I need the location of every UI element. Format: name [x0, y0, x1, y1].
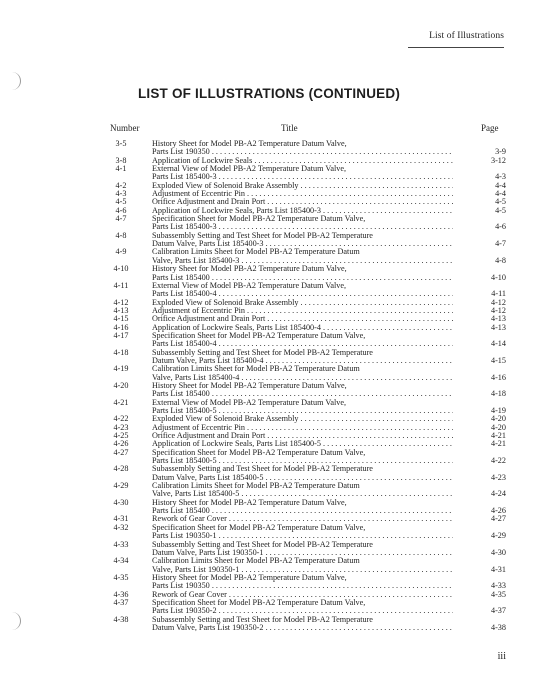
figure-number: 4-18 [113, 347, 129, 357]
figure-title-line: Exploded View of Solenoid Brake Assembly . . . [152, 299, 453, 307]
figure-title [152, 616, 453, 633]
list-item [90, 515, 506, 523]
figure-title-line: External View of Model PB-A2 Temperature Datum Valve, [152, 165, 347, 174]
figure-title [152, 424, 453, 432]
figure-number: 4-26 [113, 439, 129, 449]
list-item [90, 198, 506, 206]
illustrations-list [90, 140, 506, 632]
list-item [90, 140, 506, 157]
figure-page: 4-15 [490, 355, 506, 365]
figure-page: 4-10 [490, 272, 506, 282]
figure-title-line: Calibration Limits Sheet for Model PB-A2 Temperature Datum [152, 248, 360, 257]
figure-title [152, 432, 453, 440]
list-item [90, 482, 506, 499]
figure-page: 4-13 [490, 322, 506, 332]
figure-title [152, 557, 453, 574]
figure-title-line: History Sheet for Model PB-A2 Temperature Datum Valve, [152, 140, 347, 148]
figure-number: 4-7 [115, 214, 127, 224]
list-item [90, 399, 506, 416]
figure-number: 3-5 [115, 139, 127, 148]
figure-number: 4-15 [113, 314, 129, 324]
column-header-title: Title [281, 123, 298, 133]
figure-title-line: Calibration Limits Sheet for Model PB-A2 Temperature Datum [152, 365, 360, 374]
figure-title-line: Parts List 190350-2 . . . [152, 607, 453, 615]
figure-page: 4-27 [490, 514, 506, 524]
figure-title [152, 232, 453, 249]
figure-page: 4-4 [495, 180, 506, 190]
figure-number: 4-36 [113, 589, 129, 599]
running-header: List of Illustrations [429, 31, 504, 41]
figure-title-line: Orifice Adjustment and Drain Port . . . [152, 315, 453, 323]
figure-title [152, 182, 453, 190]
figure-title-line: Orifice Adjustment and Drain Port . . . [152, 432, 453, 440]
figure-title-line: History Sheet for Model PB-A2 Temperature Datum Valve, [152, 265, 347, 274]
figure-number: 4-17 [113, 330, 129, 340]
figure-title-line: Parts List 190350-1 . . . [152, 532, 453, 540]
figure-number: 3-8 [115, 155, 127, 165]
figure-title [152, 248, 453, 265]
figure-title-line: Parts List 185400-3 . . . [152, 223, 453, 231]
list-item [90, 332, 506, 349]
figure-title [152, 198, 453, 206]
figure-title-line: Orifice Adjustment and Drain Port . . . [152, 198, 453, 206]
figure-number: 4-19 [113, 364, 129, 374]
figure-title-line: Exploded View of Solenoid Brake Assembly . . . [152, 415, 453, 423]
figure-page: 4-38 [490, 622, 506, 632]
figure-title [152, 307, 453, 315]
list-item [90, 424, 506, 432]
list-item [90, 299, 506, 307]
list-item [90, 557, 506, 574]
figure-title-line: Subassembly Setting and Test Sheet for Model PB-A2 Temperature [152, 540, 373, 549]
figure-title-line: Adjustment of Eccentric Pin . . . [152, 190, 453, 198]
page-number: iii [497, 651, 506, 662]
list-item [90, 382, 506, 399]
list-item [90, 465, 506, 482]
figure-title-line: Specification Sheet for Model PB-A2 Temperature Datum Valve, [152, 523, 366, 532]
figure-title [152, 215, 453, 232]
figure-title [152, 599, 453, 616]
figure-page: 4-20 [490, 422, 506, 432]
figure-title-line: History Sheet for Model PB-A2 Temperature Datum Valve, [152, 498, 347, 507]
figure-title-line: Application of Lockwire Seals . . . [152, 157, 453, 165]
figure-title-line: Parts List 185400 . . . [152, 274, 453, 282]
figure-title [152, 465, 453, 482]
figure-title [152, 324, 453, 332]
list-item [90, 324, 506, 332]
figure-number: 4-28 [113, 464, 129, 474]
figure-page: 4-16 [490, 372, 506, 382]
figure-number: 4-16 [113, 322, 129, 332]
figure-title [152, 190, 453, 198]
list-item [90, 440, 506, 448]
list-item [90, 307, 506, 315]
list-item [90, 349, 506, 366]
figure-title [152, 515, 453, 523]
figure-title-line: History Sheet for Model PB-A2 Temperature Datum Valve, [152, 573, 347, 582]
figure-title-line: Specification Sheet for Model PB-A2 Temperature Datum Valve, [152, 448, 366, 457]
figure-title-line: Adjustment of Eccentric Pin . . . [152, 307, 453, 315]
figure-title-line: Rework of Gear Cover . . . [152, 515, 453, 523]
figure-title-line: External View of Model PB-A2 Temperature Datum Valve, [152, 398, 347, 407]
figure-number: 4-32 [113, 522, 129, 532]
figure-page: 4-6 [495, 222, 506, 232]
figure-page: 4-22 [490, 456, 506, 466]
column-header-page: Page [481, 123, 499, 133]
figure-title-line: Specification Sheet for Model PB-A2 Temperature Datum Valve, [152, 598, 366, 607]
figure-page: 4-21 [490, 439, 506, 449]
figure-page: 4-31 [490, 564, 506, 574]
list-item [90, 449, 506, 466]
figure-title [152, 282, 453, 299]
list-item [90, 182, 506, 190]
figure-page: 4-5 [495, 197, 506, 207]
figure-title [152, 157, 453, 165]
figure-title [152, 524, 453, 541]
figure-page: 4-14 [490, 339, 506, 349]
list-item [90, 524, 506, 541]
figure-number: 4-34 [113, 556, 129, 566]
figure-title-line: Parts List 185400-4 . . . [152, 290, 453, 298]
figure-number: 4-20 [113, 380, 129, 390]
list-item [90, 215, 506, 232]
list-item [90, 499, 506, 516]
figure-number: 4-3 [115, 189, 127, 199]
list-item [90, 232, 506, 249]
figure-title [152, 591, 453, 599]
figure-title-line: Application of Lockwire Seals, Parts List 185400-4 . . . [152, 324, 453, 332]
figure-title-line: Datum Valve, Parts List 185400-3 . . . [152, 240, 453, 248]
figure-title-line: Valve, Parts List 185400-4 . . . [152, 374, 453, 382]
figure-page: 4-26 [490, 506, 506, 516]
figure-title [152, 574, 453, 591]
figure-page: 4-12 [490, 297, 506, 307]
figure-page: 4-35 [490, 589, 506, 599]
figure-page: 4-4 [495, 189, 506, 199]
figure-title-line: Parts List 185400-5 . . . [152, 457, 453, 465]
figure-title [152, 365, 453, 382]
figure-title-line: History Sheet for Model PB-A2 Temperature Datum Valve, [152, 381, 347, 390]
figure-number: 4-21 [113, 397, 129, 407]
figure-page: 3-9 [495, 147, 506, 157]
figure-title-line: Valve, Parts List 185400-3 . . . [152, 257, 453, 265]
figure-title [152, 207, 453, 215]
figure-page: 4-19 [490, 406, 506, 415]
figure-number: 4-13 [113, 305, 129, 315]
column-header-number: Number [110, 123, 140, 133]
figure-number: 4-37 [113, 597, 129, 607]
figure-title-line: Parts List 185400 . . . [152, 390, 453, 398]
figure-page: 4-29 [490, 531, 506, 541]
figure-title-line: Application of Lockwire Seals, Parts List 185400-5 . . . [152, 440, 453, 448]
figure-number: 4-9 [115, 247, 127, 257]
figure-number: 4-5 [115, 197, 127, 207]
figure-title [152, 332, 453, 349]
figure-title [152, 449, 453, 466]
figure-number: 4-22 [113, 414, 129, 424]
figure-page: 4-30 [490, 547, 506, 557]
figure-title-line: External View of Model PB-A2 Temperature Datum Valve, [152, 281, 347, 290]
figure-title [152, 349, 453, 366]
list-item [90, 616, 506, 633]
figure-number: 4-33 [113, 539, 129, 549]
figure-page: 4-21 [490, 431, 506, 441]
figure-page: 4-18 [490, 389, 506, 399]
figure-page: 4-20 [490, 414, 506, 424]
figure-title-line: Parts List 185400-3 . . . [152, 173, 453, 181]
figure-title-line: Datum Valve, Parts List 190350-2 . . . [152, 624, 453, 632]
list-item [90, 591, 506, 599]
list-item [90, 415, 506, 423]
figure-title-line: Datum Valve, Parts List 185400-5 . . . [152, 474, 453, 482]
figure-number: 4-10 [113, 264, 129, 274]
figure-title [152, 165, 453, 182]
figure-title-line: Parts List 185400-4 . . . [152, 340, 453, 348]
figure-title-line: Calibration Limits Sheet for Model PB-A2 Temperature Datum [152, 557, 360, 566]
figure-title-line: Calibration Limits Sheet for Model PB-A2 Temperature Datum [152, 482, 360, 491]
list-item [90, 599, 506, 616]
page-title: LIST OF ILLUSTRATIONS (CONTINUED) [137, 86, 401, 101]
figure-title [152, 399, 453, 416]
list-item [90, 165, 506, 182]
list-item [90, 432, 506, 440]
list-item [90, 282, 506, 299]
figure-number: 4-38 [113, 614, 129, 624]
figure-title [152, 440, 453, 448]
figure-number: 4-23 [113, 422, 129, 432]
figure-title [152, 499, 453, 516]
figure-title-line: Adjustment of Eccentric Pin . . . [152, 424, 453, 432]
figure-page: 4-5 [495, 205, 506, 215]
figure-number: 4-6 [115, 205, 127, 215]
figure-title [152, 299, 453, 307]
figure-page: 4-8 [495, 255, 506, 265]
figure-title [152, 482, 453, 499]
figure-number: 4-8 [115, 230, 127, 240]
figure-number: 4-35 [113, 572, 129, 582]
list-item [90, 265, 506, 282]
binding-hole-mark-bottom [8, 612, 21, 630]
list-item [90, 248, 506, 265]
figure-title-line: Exploded View of Solenoid Brake Assembly . . . [152, 182, 453, 190]
list-item [90, 207, 506, 215]
figure-page: 4-12 [490, 305, 506, 315]
figure-title-line: Valve, Parts List 185400-5 . . . [152, 490, 453, 498]
list-item [90, 315, 506, 323]
list-item [90, 574, 506, 591]
figure-page: 4-23 [490, 472, 506, 482]
figure-title-line: Parts List 185400 . . . [152, 507, 453, 515]
figure-title [152, 382, 453, 399]
figure-number: 4-27 [113, 447, 129, 457]
figure-title-line: Application of Lockwire Seals, Parts List 185400-3 . . . [152, 207, 453, 215]
figure-title-line: Subassembly Setting and Test Sheet for Model PB-A2 Temperature [152, 615, 373, 624]
figure-title-line: Valve, Parts List 190350-1 . . . [152, 566, 453, 574]
list-item [90, 190, 506, 198]
figure-title [152, 140, 453, 157]
figure-number: 4-31 [113, 514, 129, 524]
figure-page: 4-37 [490, 606, 506, 616]
figure-title-line: Specification Sheet for Model PB-A2 Temperature Datum Valve, [152, 331, 366, 340]
figure-title [152, 541, 453, 558]
figure-title-line: Rework of Gear Cover . . . [152, 591, 453, 599]
figure-page: 4-24 [490, 489, 506, 499]
figure-page: 3-12 [490, 155, 506, 165]
figure-title-line: Subassembly Setting and Test Sheet for Model PB-A2 Temperature [152, 348, 373, 357]
figure-title-line: Parts List 190350 . . . [152, 582, 453, 590]
list-item [90, 541, 506, 558]
figure-number: 4-1 [115, 164, 127, 174]
figure-number: 4-29 [113, 481, 129, 491]
list-item [90, 365, 506, 382]
figure-number: 4-2 [115, 180, 127, 190]
figure-title [152, 415, 453, 423]
figure-number: 4-12 [113, 297, 129, 307]
figure-page: 4-13 [490, 314, 506, 324]
figure-page: 4-7 [495, 239, 506, 249]
figure-number: 4-11 [113, 280, 129, 290]
figure-title-line: Subassembly Setting and Test Sheet for Model PB-A2 Temperature [152, 231, 373, 240]
figure-title-line: Datum Valve, Parts List 190350-1 . . . [152, 549, 453, 557]
figure-page: 4-33 [490, 581, 506, 591]
figure-page: 4-3 [495, 172, 506, 182]
figure-title [152, 315, 453, 323]
figure-title-line: Specification Sheet for Model PB-A2 Temperature Datum Valve, [152, 215, 366, 224]
figure-number: 4-25 [113, 431, 129, 441]
list-item [90, 157, 506, 165]
figure-page: 4-11 [491, 289, 506, 299]
figure-title-line: Parts List 185400-5 . . . [152, 407, 453, 415]
figure-number: 4-30 [113, 497, 129, 507]
header-rule [408, 47, 504, 48]
figure-title [152, 265, 453, 282]
figure-title-line: Subassembly Setting and Test Sheet for Model PB-A2 Temperature [152, 465, 373, 474]
figure-title-line: Parts List 190350 . . . [152, 148, 453, 156]
figure-title-line: Datum Valve, Parts List 185400-4 . . . [152, 357, 453, 365]
